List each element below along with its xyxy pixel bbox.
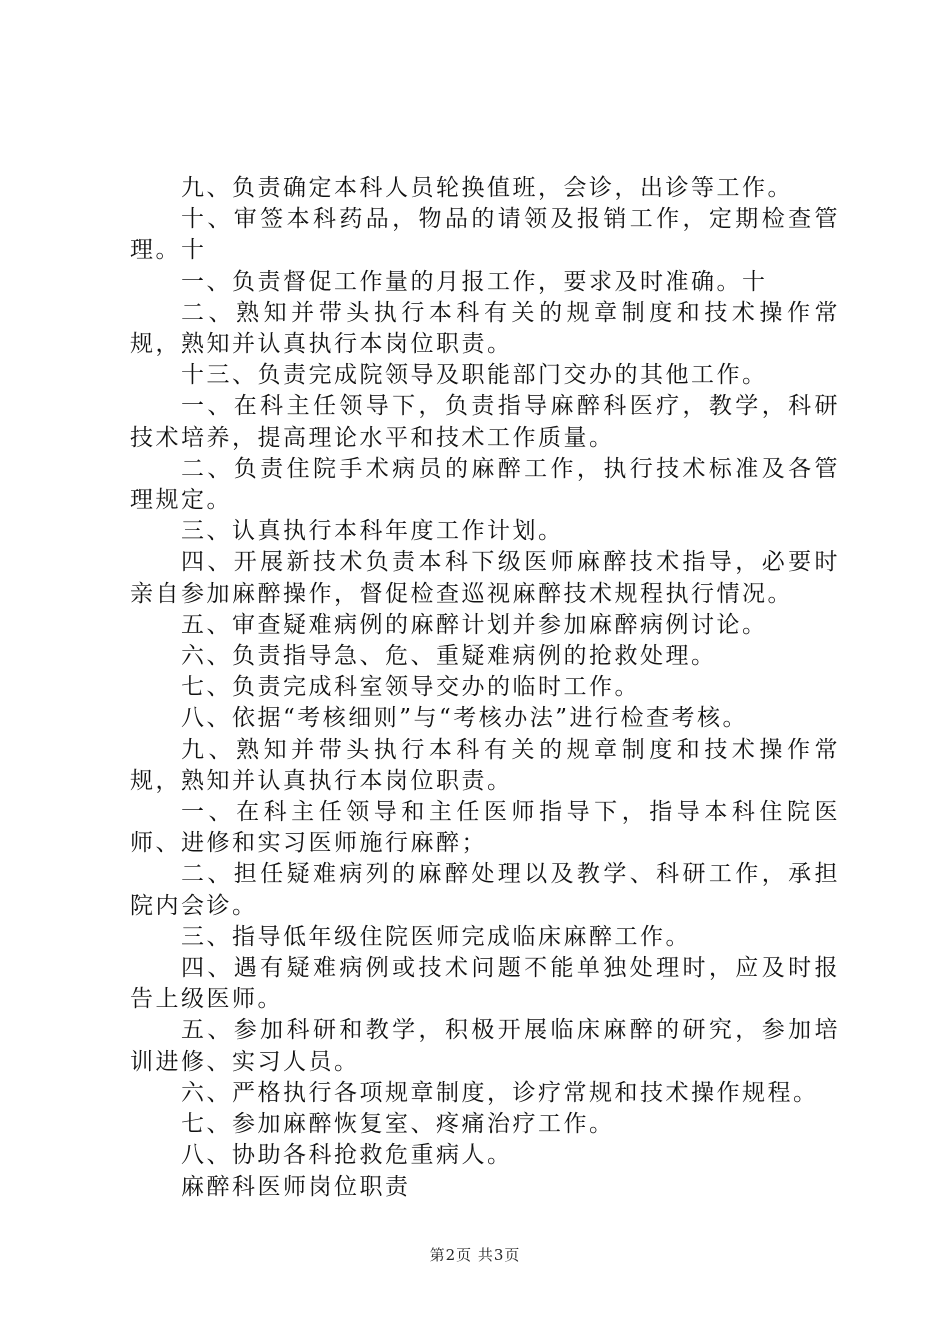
paragraph: 一、在科主任领导下，负责指导麻醉科医疗，教学，科研技术培养，提高理论水平和技术工作质量。 [130,393,840,451]
section-title: 麻醉科医师岗位职责 [181,1173,411,1200]
paragraph: 九、熟知并带头执行本科有关的规章制度和技术操作常规，熟知并认真执行本岗位职责。 [130,736,840,794]
paragraph: 十三、负责完成院领导及职能部门交办的其他工作。 [181,362,768,389]
paragraph: 五、审查疑难病例的麻醉计划并参加麻醉病例讨论。 [181,611,768,638]
paragraph: 四、遇有疑难病例或技术问题不能单独处理时，应及时报告上级医师。 [130,955,840,1013]
paragraph: 二、负责住院手术病员的麻醉工作，执行技术标准及各管理规定。 [130,455,840,514]
paragraph: 七、参加麻醉恢复室、疼痛治疗工作。 [181,1111,615,1138]
paragraph: 七、负责完成科室领导交办的临时工作。 [181,674,640,701]
paragraph: 二、担任疑难病列的麻醉处理以及教学、科研工作，承担院内会诊。 [130,861,840,919]
paragraph: 一、在科主任领导和主任医师指导下，指导本科住院医师、进修和实习医师施行麻醉； [130,799,840,857]
paragraph: 八、协助各科抢救危重病人。 [181,1142,513,1169]
paragraph: 九、负责确定本科人员轮换值班，会诊，出诊等工作。 [181,175,793,201]
paragraph: 二、熟知并带头执行本科有关的规章制度和技术操作常规，熟知并认真执行本岗位职责。 [130,299,840,358]
paragraph: 三、指导低年级住院医师完成临床麻醉工作。 [181,923,691,950]
page-number: 第2页 共3页 [429,1246,521,1264]
paragraph: 一、负责督促工作量的月报工作，要求及时准确。十 [181,268,768,295]
paragraph: 六、严格执行各项规章制度，诊疗常规和技术操作规程。 [181,1079,819,1106]
paragraph: 四、开展新技术负责本科下级医师麻醉技术指导，必要时亲自参加麻醉操作，督促检查巡视麻醉技术规程执行情况。 [130,549,840,607]
paragraph: 三、认真执行本科年度工作计划。 [181,518,564,545]
document-body [130,173,840,1203]
paragraph: 五、参加科研和教学，积极开展临床麻醉的研究，参加培训进修、实习人员。 [130,1017,840,1075]
paragraph: 六、负责指导急、危、重疑难病例的抢救处理。 [181,643,717,670]
paragraph: 十、审签本科药品，物品的请领及报销工作，定期检查管理。十 [130,206,840,264]
paragraph: 八、依据“考核细则”与“考核办法”进行检查考核。 [181,705,749,732]
